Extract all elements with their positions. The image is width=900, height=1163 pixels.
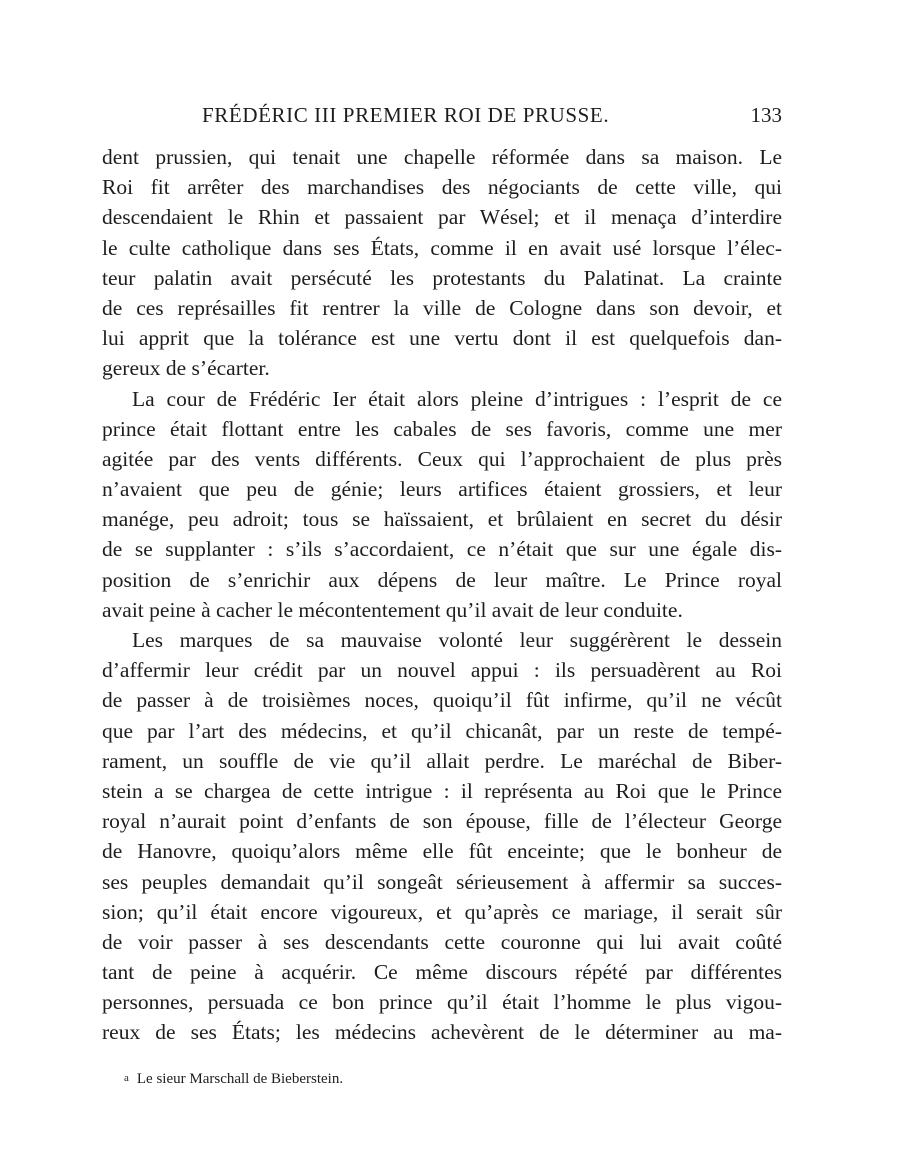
text-line: royal n’aurait point d’enfants de son épouse, fille de l’électeur George: [102, 809, 782, 834]
text-line: stein a se chargea de cette intrigue : il représenta au Roi que le Prince: [102, 778, 782, 803]
running-head: [102, 103, 782, 133]
text-line: d’affermir leur crédit par un nouvel appui : ils persuadèrent au Roi: [102, 658, 782, 683]
footnote-text: Le sieur Marschall de Bieberstein.: [136, 1071, 344, 1087]
text-line: de ces représailles fit rentrer la ville de Cologne dans son devoir, et: [102, 295, 782, 320]
running-title: FRÉDÉRIC III PREMIER ROI DE PRUSSE.: [202, 103, 610, 127]
text-line: agitée par des vents différents. Ceux qui l’approchaient de plus près: [102, 446, 782, 471]
page-number: 133: [750, 103, 782, 127]
text-line: sion; qu’il était encore vigoureux, et qu’après ce mariage, il serait sûr: [102, 899, 782, 924]
text-line: teur palatin avait persécuté les protestants du Palatinat. La crainte: [102, 265, 782, 290]
text-line: de se supplanter : s’ils s’accordaient, ce n’était que sur une égale dis-: [102, 537, 782, 562]
text-line: Roi fit arrêter des marchandises des négociants de cette ville, qui: [102, 175, 782, 200]
text-line: Les marques de sa mauvaise volonté leur suggérèrent le dessein: [132, 628, 782, 652]
text-line: le culte catholique dans ses États, comme il en avait usé lorsque l’élec-: [102, 235, 782, 260]
text-line: avait peine à cacher le mécontentement qu’il avait de leur conduite.: [102, 597, 683, 622]
text-line: ses peuples demandait qu’il songeât sérieusement à affermir sa succes-: [102, 869, 782, 894]
text-line: tant de peine à acquérir. Ce même discours répété par différentes: [102, 960, 782, 985]
text-line: gereux de s’écarter.: [102, 356, 270, 381]
text-line: de voir passer à ses descendants cette couronne qui lui avait coûté: [102, 929, 782, 954]
text-line: prince était flottant entre les cabales de ses favoris, comme une mer: [102, 416, 782, 441]
text-line: dent prussien, qui tenait une chapelle réformée dans sa maison. Le: [102, 145, 782, 169]
text-line: La cour de Frédéric Ier était alors pleine d’intrigues : l’esprit de ce: [132, 386, 782, 411]
text-line: rament, un souffle de vie qu’il allait perdre. Le maréchal de Biber-: [102, 748, 782, 773]
text-line: lui apprit que la tolérance est une vertu dont il est quelquefois dan-: [102, 326, 782, 351]
text-line: de passer à de troisièmes noces, quoiqu’il fût infirme, qu’il ne vécût: [102, 688, 782, 713]
text-line: que par l’art des médecins, et qu’il chicanât, par un reste de tempé-: [102, 718, 782, 743]
text-line: de Hanovre, quoiqu’alors même elle fût enceinte; que le bonheur de: [102, 839, 782, 864]
text-line: position de s’enrichir aux dépens de leur maître. Le Prince royal: [102, 567, 782, 592]
text-line: descendaient le Rhin et passaient par Wésel; et il menaça d’interdire: [102, 205, 782, 230]
text-line: personnes, persuada ce bon prince qu’il était l’homme le plus vigou-: [102, 990, 782, 1015]
footnote: [124, 1071, 343, 1088]
text-line: manége, peu adroit; tous se haïssaient, et brûlaient en secret du désir: [102, 507, 782, 532]
text-line: reux de ses États; les médecins achevèrent de le déterminer au ma-: [102, 1020, 782, 1045]
body-text: [102, 142, 782, 1048]
text-line: n’avaient que peu de génie; leurs artifices étaient grossiers, et leur: [102, 477, 782, 502]
footnote-marker: a: [124, 1072, 129, 1084]
